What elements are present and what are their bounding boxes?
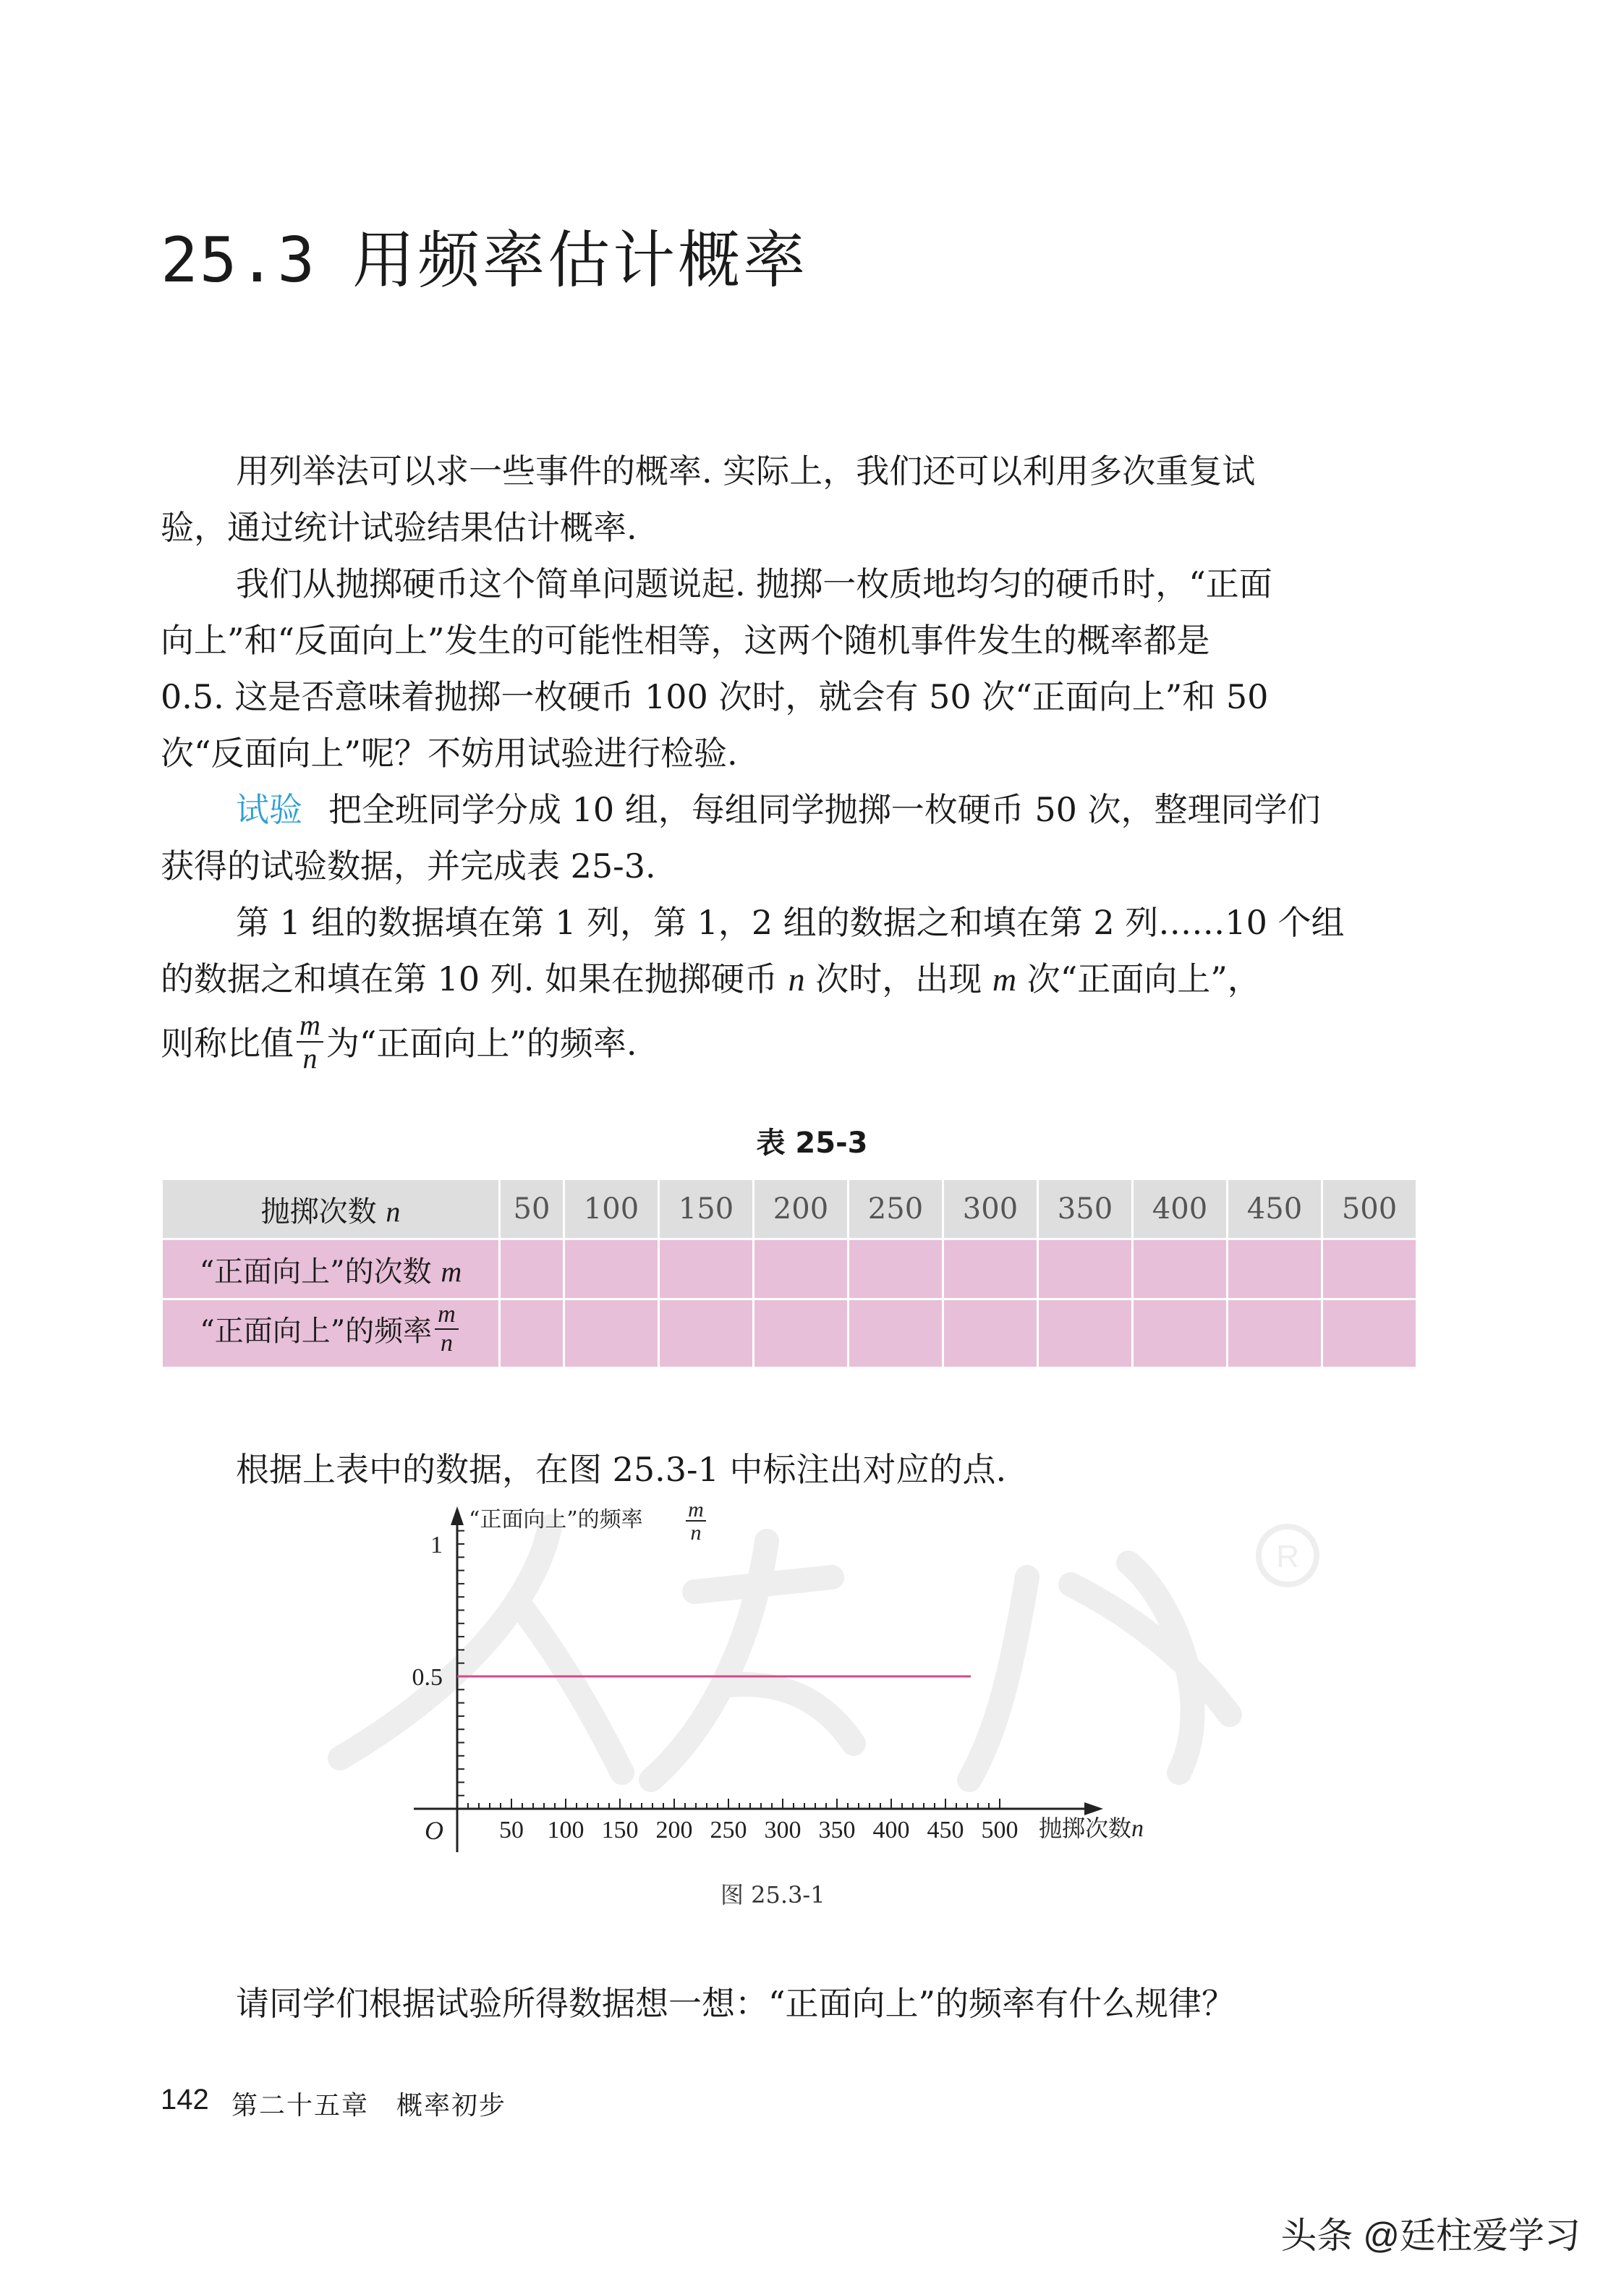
source-watermark: 头条 @廷柱爱学习 [1280,2215,1581,2256]
blank-cell[interactable] [753,1239,848,1299]
row-label: “正面向上”的次数 [199,1255,441,1289]
blank-cell[interactable] [500,1299,564,1368]
text-line: 验，通过统计试验结果估计概率. [161,508,637,547]
frequency-table [161,1178,1418,1369]
blank-cell[interactable] [943,1299,1037,1368]
blank-cell[interactable] [753,1299,848,1368]
experiment-label: 试验 [236,790,302,829]
x-axis-arrow [1084,1802,1103,1815]
x-tick-label: 200 [655,1817,693,1844]
text-line [161,1007,1419,1079]
y-tick-label: 0.5 [412,1664,443,1691]
figure-caption: 图 25.3-1 [720,1881,825,1909]
text-line: 根据上表中的数据，在图 25.3-1 中标注出对应的点. [236,1450,1007,1489]
text-line: 向上”和“反面向上”发生的可能性相等，这两个随机事件发生的概率都是 [161,621,1210,660]
blank-cell[interactable] [564,1299,658,1368]
text-line: 把全班同学分成 10 组，每组同学抛掷一枚硬币 50 次，整理同学们 [328,790,1321,829]
text-line: 次“反面向上”呢？不妨用试验进行检验. [161,734,738,773]
frac-denominator: n [440,1330,453,1357]
blank-cell[interactable] [500,1239,564,1299]
fraction-m-over-n [435,1302,459,1356]
fraction-m-over-n [297,1011,323,1073]
watermark-logo [340,1527,1230,1780]
text-run: 为“正面向上”的频率. [326,1024,637,1063]
blank-cell[interactable] [1132,1299,1227,1368]
col-header: 200 [753,1179,848,1239]
text-line: 获得的试验数据，并完成表 25-3. [161,847,656,886]
x-tick-label: 100 [547,1817,584,1844]
section-title [161,210,808,300]
paragraph-2 [161,556,1419,781]
blank-cell[interactable] [1322,1239,1416,1299]
chapter-title: 第二十五章 概率初步 [231,2091,507,2121]
col-header: 500 [1322,1179,1416,1239]
text-run: 次“正面向上”， [1016,959,1261,998]
blank-cell[interactable] [1227,1239,1322,1299]
section-number: 25.3 [161,224,317,297]
frac-denominator: n [302,1042,318,1074]
text-line: 用列举法可以求一些事件的概率. 实际上，我们还可以利用多次重复试 [236,451,1256,491]
x-tick-label: 150 [601,1817,639,1844]
chart-axes [412,1498,1144,1852]
col-header: 400 [1132,1179,1227,1239]
blank-cell[interactable] [943,1239,1037,1299]
registered-r: R [1276,1539,1299,1574]
table-row-frequency [162,1299,1417,1368]
paragraph-4 [161,894,1419,1079]
blank-cell[interactable] [1227,1299,1322,1368]
x-tick-label: 350 [818,1817,856,1844]
blank-cell[interactable] [848,1239,943,1299]
frac-numerator: m [435,1302,459,1330]
table-header-row [162,1179,1417,1239]
blank-cell[interactable] [658,1239,753,1299]
blank-cell[interactable] [564,1239,658,1299]
col-header: 250 [848,1179,943,1239]
frac-numerator: m [297,1011,323,1043]
var-m: m [992,961,1017,998]
x-tick-label: 50 [499,1817,524,1844]
col-header: 450 [1227,1179,1322,1239]
text-run: 则称比值 [161,1024,294,1063]
var-n: n [788,961,805,998]
table-row-count [162,1239,1417,1299]
frequency-chart [0,1498,1624,1903]
text-run: 的数据之和填在第 10 列. 如果在抛掷硬币 [161,959,788,998]
text-line: 第 1 组的数据填在第 1 列，第 1，2 组的数据之和填在第 2 列……10 个组 [236,903,1345,942]
header-label-cell [162,1179,500,1239]
blank-cell[interactable] [658,1299,753,1368]
blank-cell[interactable] [1037,1299,1132,1368]
text-line-with-tag [161,781,1419,838]
table-caption: 表 25-3 [756,1127,868,1160]
paragraph-5 [161,1441,1419,1498]
text-line: 请同学们根据试验所得数据想一想：“正面向上”的频率有什么规律？ [236,1984,1236,2023]
var-n: n [386,1195,401,1228]
row-label-cell [162,1239,500,1299]
text-run: 次时，出现 [804,959,992,998]
y-label-numerator: m [688,1498,704,1522]
col-header: 150 [658,1179,753,1239]
y-axis-label: “正面向上”的频率 [469,1507,643,1532]
experiment-paragraph [161,781,1419,894]
header-label: 抛掷次数 [260,1195,386,1229]
row-label: “正面向上”的频率 [200,1315,433,1348]
col-header: 100 [564,1179,658,1239]
blank-cell[interactable] [848,1299,943,1368]
blank-cell[interactable] [1037,1239,1132,1299]
col-header: 350 [1037,1179,1132,1239]
y-label-denominator: n [690,1521,702,1545]
paragraph-1 [161,443,1419,556]
section-heading: 用频率估计概率 [352,224,809,297]
y-axis-arrow [451,1506,464,1525]
blank-cell[interactable] [1132,1239,1227,1299]
text-line: 我们从抛掷硬币这个简单问题说起. 抛掷一枚质地均匀的硬币时，“正面 [236,564,1272,603]
registered-mark [1259,1527,1317,1584]
col-header: 300 [943,1179,1037,1239]
col-header: 50 [500,1179,564,1239]
text-line [161,951,1419,1007]
blank-cell[interactable] [1322,1299,1416,1368]
paragraph-6 [161,1975,1419,2032]
origin-label: O [425,1816,443,1845]
x-tick-label: 250 [710,1817,747,1844]
text-line: 0.5. 这是否意味着抛掷一枚硬币 100 次时，就会有 50 次“正面向上”和 50 [161,677,1269,716]
row-label-cell [162,1299,500,1368]
var-m: m [441,1255,462,1288]
x-axis-label: 抛掷次数 [1039,1815,1132,1842]
x-tick-label: 450 [927,1817,964,1844]
page-number: 142 [161,2084,209,2116]
x-tick-label: 400 [872,1817,910,1844]
x-axis-var: n [1131,1815,1144,1842]
y-tick-label: 1 [430,1532,443,1558]
x-tick-label: 300 [764,1817,802,1844]
x-tick-label: 500 [981,1817,1019,1844]
